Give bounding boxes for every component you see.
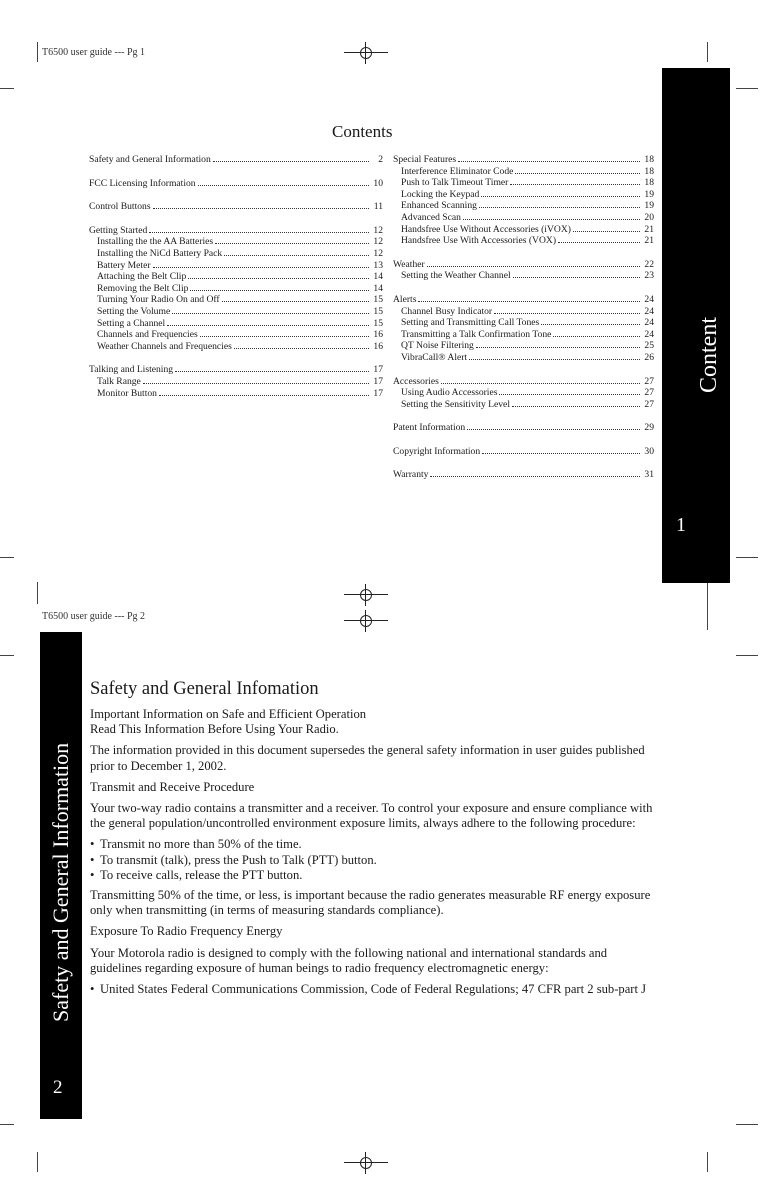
section-heading: Safety and General Infomation xyxy=(90,679,319,699)
registration-mark-icon xyxy=(344,42,388,64)
toc-subentry xyxy=(393,328,654,340)
bullet-list xyxy=(90,982,660,997)
crop-mark xyxy=(736,1124,758,1125)
toc-entry-page: 20 xyxy=(644,211,654,223)
toc-entry xyxy=(393,445,654,457)
toc-entry-page: 22 xyxy=(644,258,654,270)
page2-header: T6500 user guide --- Pg 2 xyxy=(42,611,146,622)
dot-leader xyxy=(427,258,640,267)
dot-leader xyxy=(188,270,369,279)
toc-spacer xyxy=(89,212,383,224)
toc-entry-page: 14 xyxy=(373,271,383,283)
toc-subentry xyxy=(393,386,654,398)
dot-leader xyxy=(198,177,369,186)
page-number: 1 xyxy=(676,514,686,536)
crop-mark xyxy=(736,655,758,656)
toc-entry-page: 18 xyxy=(644,165,654,177)
toc-entry xyxy=(89,200,383,212)
toc-entry-label: Patent Information xyxy=(393,422,466,434)
dot-leader xyxy=(167,317,369,326)
crop-mark xyxy=(0,557,14,558)
toc-entry xyxy=(89,224,383,236)
page1-header: T6500 user guide --- Pg 1 xyxy=(42,47,146,58)
dot-leader xyxy=(430,468,640,477)
toc-subentry xyxy=(89,293,383,305)
toc-entry xyxy=(89,363,383,375)
toc-entry-label: FCC Licensing Information xyxy=(89,177,196,189)
tab-label: Content xyxy=(696,317,722,393)
toc-entry-label: Removing the Belt Clip xyxy=(97,282,189,294)
dot-leader xyxy=(143,375,369,384)
toc-entry-label: Talking and Listening xyxy=(89,364,174,376)
dot-leader xyxy=(224,247,369,256)
toc-entry-label: Installing the the AA Batteries xyxy=(97,236,214,248)
dot-leader xyxy=(494,305,640,314)
toc-subentry xyxy=(393,339,654,351)
toc-entry-page: 21 xyxy=(644,235,654,247)
dot-leader xyxy=(153,200,369,209)
toc-entry-page: 23 xyxy=(644,270,654,282)
dot-leader xyxy=(200,328,369,337)
toc-entry xyxy=(393,258,654,270)
toc-entry-label: Talk Range xyxy=(97,375,141,387)
toc-subentry xyxy=(393,176,654,188)
crop-mark xyxy=(37,42,38,62)
dot-leader xyxy=(213,153,369,162)
toc-entry-label: Push to Talk Timeout Timer xyxy=(401,177,509,189)
dot-leader xyxy=(153,259,369,268)
toc-entry-page: 27 xyxy=(644,375,654,387)
toc-entry-label: Channel Busy Indicator xyxy=(401,305,493,317)
toc-entry-label: Installing the NiCd Battery Pack xyxy=(97,247,223,259)
toc-entry-label: Weather xyxy=(393,258,425,270)
toc-entry-label: Setting a Channel xyxy=(97,317,166,329)
crop-mark xyxy=(707,582,708,630)
toc-entry xyxy=(89,153,383,165)
toc-entry-label: Safety and General Information xyxy=(89,154,211,165)
dot-leader xyxy=(481,188,640,197)
toc-entry-page: 27 xyxy=(644,398,654,410)
toc-entry-page: 16 xyxy=(373,340,383,352)
crop-mark xyxy=(736,88,758,89)
subheading-transmit: Transmit and Receive Procedure xyxy=(90,779,255,794)
toc-subentry xyxy=(89,259,383,271)
toc-left-column xyxy=(89,153,383,398)
toc-entry-label: Locking the Keypad xyxy=(401,188,480,200)
paragraph-transmit: Your two-way radio contains a transmitter and a receiver. To control your exposure and ensure compliance with the general population/uncontrolled environment exposure limits, always adhere to the following procedure: xyxy=(90,801,653,831)
intro-line: Important Information on Safe and Efficient Operation xyxy=(90,707,367,721)
toc-entry xyxy=(393,375,654,387)
toc-entry-label: Channels and Frequencies xyxy=(97,329,198,341)
toc-entry-page: 25 xyxy=(644,340,654,352)
toc-subentry xyxy=(393,269,654,281)
toc-entry-label: Enhanced Scanning xyxy=(401,200,477,212)
toc-entry-page: 15 xyxy=(373,305,383,317)
toc-entry-page: 19 xyxy=(644,188,654,200)
dot-leader xyxy=(510,176,640,185)
toc-right-column xyxy=(393,153,654,480)
toc-entry-page: 30 xyxy=(644,445,654,457)
dot-leader xyxy=(553,328,640,337)
toc-entry-page: 18 xyxy=(644,154,654,165)
toc-entry xyxy=(393,293,654,305)
toc-entry-label: VibraCall® Alert xyxy=(401,351,468,363)
toc-entry-page: 10 xyxy=(373,177,383,189)
dot-leader xyxy=(476,339,640,348)
dot-leader xyxy=(215,235,369,244)
toc-entry-label: Interference Eliminator Code xyxy=(401,165,514,177)
dot-leader xyxy=(479,199,640,208)
toc-subentry xyxy=(89,282,383,294)
toc-entry-label: QT Noise Filtering xyxy=(401,340,474,352)
toc-entry-label: Handsfree Use Without Accessories (iVOX) xyxy=(401,223,571,235)
list-item: • To receive calls, release the PTT button. xyxy=(90,868,660,883)
toc-entry-label: Weather Channels and Frequencies xyxy=(97,340,232,352)
paragraph-motorola: Your Motorola radio is designed to comply with the following national and international standards and guidelines regarding exposure of human beings to radio frequency electromagnetic energy: xyxy=(90,945,608,975)
registration-mark-icon xyxy=(344,584,388,606)
safety-section xyxy=(90,678,660,1002)
toc-subentry xyxy=(89,387,383,399)
list-item: • To transmit (talk), press the Push to Talk (PTT) button. xyxy=(90,853,660,868)
toc-spacer xyxy=(393,409,654,421)
section-tab-content xyxy=(662,68,730,583)
toc-subentry xyxy=(89,247,383,259)
toc-entry-label: Setting the Weather Channel xyxy=(401,270,511,282)
page-number: 2 xyxy=(53,1077,63,1098)
toc-subentry xyxy=(89,340,383,352)
toc-entry-page: 16 xyxy=(373,329,383,341)
toc-spacer xyxy=(393,281,654,293)
toc-entry-page: 24 xyxy=(644,305,654,317)
toc-entry-page: 12 xyxy=(373,236,383,248)
dot-leader xyxy=(573,223,640,232)
toc-entry xyxy=(393,421,654,433)
toc-subentry xyxy=(393,223,654,235)
dot-leader xyxy=(467,421,640,430)
toc-entry-page: 15 xyxy=(373,294,383,306)
dot-leader xyxy=(499,386,640,395)
toc-entry xyxy=(89,177,383,189)
list-item: • Transmit no more than 50% of the time. xyxy=(90,837,660,852)
dot-leader xyxy=(172,305,369,314)
toc-entry-page: 29 xyxy=(644,422,654,434)
toc-subentry xyxy=(393,316,654,328)
dot-leader xyxy=(418,293,640,302)
toc-entry-label: Accessories xyxy=(393,375,439,387)
toc-entry-page: 24 xyxy=(644,317,654,329)
crop-mark xyxy=(37,582,38,604)
toc-entry-page: 17 xyxy=(373,364,383,376)
toc-entry-label: Monitor Button xyxy=(97,387,157,399)
toc-entry-label: Battery Meter xyxy=(97,259,151,271)
toc-entry-label: Setting the Sensitivity Level xyxy=(401,398,510,410)
registration-mark-icon xyxy=(344,1152,388,1174)
toc-spacer xyxy=(393,363,654,375)
toc-entry-page: 31 xyxy=(644,469,654,481)
bullet-list xyxy=(90,837,660,883)
dot-leader xyxy=(482,445,640,454)
toc-spacer xyxy=(89,188,383,200)
toc-entry-page: 24 xyxy=(644,328,654,340)
toc-subentry xyxy=(393,234,654,246)
toc-subentry xyxy=(89,328,383,340)
toc-entry-label: Transmitting a Talk Confirmation Tone xyxy=(401,328,552,340)
toc-subentry xyxy=(393,188,654,200)
dot-leader xyxy=(513,269,640,278)
toc-subentry xyxy=(393,305,654,317)
intro-line: Read This Information Before Using Your Radio. xyxy=(90,722,339,737)
dot-leader xyxy=(234,340,369,349)
dot-leader xyxy=(190,282,369,291)
toc-entry-label: Special Features xyxy=(393,154,457,165)
crop-mark xyxy=(0,1124,14,1125)
toc-spacer xyxy=(89,165,383,177)
toc-subentry xyxy=(89,305,383,317)
crop-mark xyxy=(707,1152,708,1172)
toc-subentry xyxy=(89,375,383,387)
toc-entry-page: 19 xyxy=(644,200,654,212)
toc-subentry xyxy=(393,199,654,211)
toc-spacer xyxy=(393,433,654,445)
list-item: • United States Federal Communications Commission, Code of Federal Regulations; 47 CFR part 2 sub-part J xyxy=(90,982,660,997)
toc-entry xyxy=(393,468,654,480)
toc-entry-page: 27 xyxy=(644,387,654,399)
toc-entry-label: Attaching the Belt Clip xyxy=(97,271,187,283)
toc-entry-label: Control Buttons xyxy=(89,201,151,213)
section-tab-safety xyxy=(40,632,82,1119)
crop-mark xyxy=(0,655,14,656)
crop-mark xyxy=(0,88,14,89)
toc-spacer xyxy=(89,351,383,363)
toc-subentry xyxy=(89,317,383,329)
dot-leader xyxy=(541,316,640,325)
subheading-exposure: Exposure To Radio Frequency Energy xyxy=(90,924,283,939)
crop-mark xyxy=(37,1152,38,1172)
toc-subentry xyxy=(89,235,383,247)
toc-entry-page: 12 xyxy=(373,247,383,259)
toc-entry-page: 21 xyxy=(644,223,654,235)
toc-entry-label: Advanced Scan xyxy=(401,211,461,223)
toc-entry-label: Turning Your Radio On and Off xyxy=(97,294,220,306)
toc-subentry xyxy=(393,351,654,363)
dot-leader xyxy=(558,234,640,243)
toc-entry-page: 17 xyxy=(373,375,383,387)
toc-entry-label: Setting and Transmitting Call Tones xyxy=(401,317,540,329)
crop-mark xyxy=(736,557,758,558)
toc-entry-page: 13 xyxy=(373,259,383,271)
crop-mark xyxy=(707,42,708,62)
toc-entry-label: Warranty xyxy=(393,469,429,481)
toc-spacer xyxy=(393,246,654,258)
toc-entry-label: Alerts xyxy=(393,293,417,305)
dot-leader xyxy=(463,211,640,220)
toc-entry-page: 11 xyxy=(373,201,383,213)
toc-entry-label: Handsfree Use With Accessories (VOX) xyxy=(401,235,557,247)
toc-entry-page: 12 xyxy=(373,224,383,236)
toc-entry-page: 14 xyxy=(373,282,383,294)
toc-entry-page: 24 xyxy=(644,293,654,305)
toc-entry-label: Using Audio Accessories xyxy=(401,387,498,399)
toc-entry-page: 17 xyxy=(373,387,383,399)
toc-entry xyxy=(393,153,654,165)
toc-spacer xyxy=(393,456,654,468)
dot-leader xyxy=(175,363,369,372)
toc-subentry xyxy=(393,165,654,177)
registration-mark-icon xyxy=(344,610,388,632)
dot-leader xyxy=(512,398,640,407)
dot-leader xyxy=(149,224,369,233)
dot-leader xyxy=(159,387,369,396)
dot-leader xyxy=(458,153,640,162)
tab-label: Safety and General Information xyxy=(48,742,73,1022)
toc-subentry xyxy=(393,398,654,410)
dot-leader xyxy=(515,165,640,174)
toc-entry-label: Getting Started xyxy=(89,224,148,236)
toc-entry-label: Setting the Volume xyxy=(97,305,171,317)
paragraph-50-percent: Transmitting 50% of the time, or less, is important because the radio generates measurable RF energy exposure only when transmitting (in terms of measuring standards compliance). xyxy=(90,888,651,918)
toc-entry-page: 18 xyxy=(644,177,654,189)
toc-entry-label: Copyright Information xyxy=(393,445,481,457)
dot-leader xyxy=(469,351,640,360)
toc-entry-page: 2 xyxy=(378,154,383,165)
dot-leader xyxy=(441,375,640,384)
toc-subentry xyxy=(393,211,654,223)
paragraph-supersedes: The information provided in this document supersedes the general safety information in user guides published prior to December 1, 2002. xyxy=(90,743,645,773)
dot-leader xyxy=(222,293,369,302)
toc-entry-page: 15 xyxy=(373,317,383,329)
toc-entry-page: 26 xyxy=(644,351,654,363)
toc-subentry xyxy=(89,270,383,282)
contents-title: Contents xyxy=(332,122,393,141)
